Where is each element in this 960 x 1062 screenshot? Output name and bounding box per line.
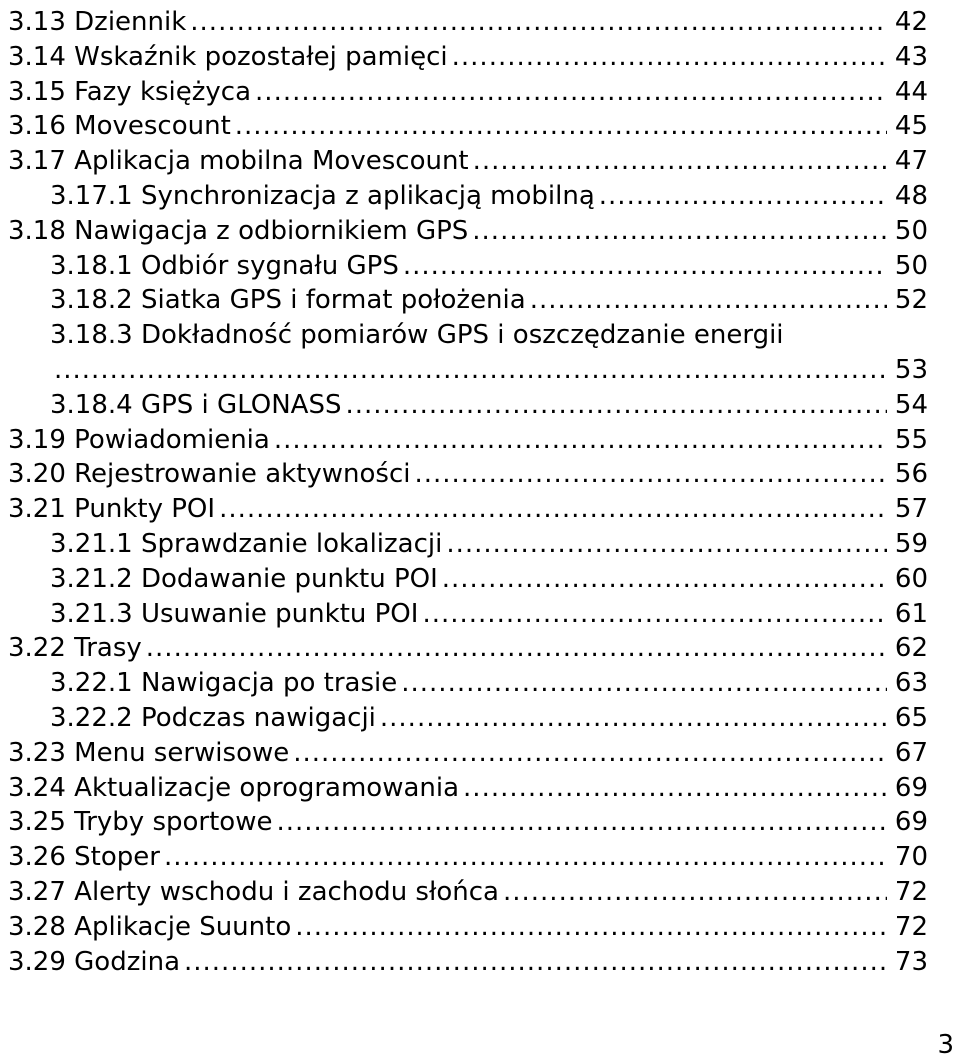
toc-entry-page-number: 50	[894, 215, 928, 246]
toc-dot-leader	[446, 526, 887, 562]
toc-entry-title: 3.25 Tryby sportowe	[8, 807, 273, 838]
toc-entry[interactable]	[8, 422, 928, 458]
toc-entry[interactable]	[50, 352, 928, 388]
toc-entry[interactable]	[8, 630, 928, 666]
toc-entry[interactable]	[50, 700, 928, 736]
toc-entry[interactable]	[8, 143, 928, 179]
toc-entry-title: 3.29 Godzina	[8, 946, 180, 977]
toc-dot-leader	[599, 178, 887, 214]
toc-entry-page-number: 60	[894, 563, 928, 594]
toc-dot-leader	[503, 874, 887, 910]
toc-entry-page-number: 57	[894, 494, 928, 525]
toc-entry[interactable]	[8, 804, 928, 840]
toc-dot-leader	[219, 491, 887, 527]
toc-entry[interactable]	[8, 74, 928, 110]
toc-entry-title: 3.27 Alerty wschodu i zachodu słońca	[8, 877, 499, 907]
toc-entry-page-number: 55	[894, 424, 928, 455]
toc-entry[interactable]	[8, 491, 928, 527]
toc-dot-leader	[184, 944, 887, 980]
toc-entry-title: 3.21.3 Usuwanie punktu POI	[50, 598, 419, 629]
toc-dot-leader	[293, 735, 887, 771]
toc-entry-page-number: 61	[894, 598, 928, 629]
toc-entry-page-number: 45	[894, 111, 928, 142]
toc-dot-leader	[442, 561, 887, 597]
toc-entry-title: 3.17.1 Synchronizacja z aplikacją mobilną	[50, 181, 595, 211]
toc-entry[interactable]	[50, 317, 928, 353]
toc-entry-title: 3.18 Nawigacja z odbiornikiem GPS	[8, 215, 469, 246]
toc-entry-title: 3.23 Menu serwisowe	[8, 737, 290, 768]
toc-entry[interactable]	[50, 282, 928, 318]
page-number: 3	[937, 1030, 954, 1060]
toc-entry-title: 3.13 Dziennik	[8, 7, 187, 37]
toc-entry-page-number: 53	[894, 355, 928, 385]
toc-entry-title: 3.15 Fazy księżyca	[8, 76, 252, 107]
toc-entry-title: 3.18.1 Odbiór sygnału GPS	[50, 250, 399, 281]
toc-dot-leader	[54, 352, 887, 388]
toc-dot-leader	[422, 596, 886, 632]
toc-entry-page-number: 48	[894, 181, 928, 211]
toc-entry-title: 3.21 Punkty POI	[8, 494, 216, 525]
toc-entry-title: 3.21.1 Sprawdzanie lokalizacji	[50, 529, 443, 559]
toc-entry-title: 3.22 Trasy	[8, 633, 142, 664]
toc-entry[interactable]	[8, 4, 928, 40]
toc-entry[interactable]	[8, 213, 928, 249]
toc-entry-title: 3.19 Powiadomienia	[8, 424, 270, 455]
toc-entry[interactable]	[50, 561, 928, 597]
toc-entry-title: 3.18.4 GPS i GLONASS	[50, 389, 342, 420]
toc-entry-title: 3.28 Aplikacje Suunto	[8, 911, 292, 942]
toc-entry-page-number: 72	[894, 877, 928, 907]
toc-entry-page-number: 63	[894, 668, 928, 699]
toc-entry-title: 3.18.3 Dokładność pomiarów GPS i oszczędzanie energii	[50, 320, 784, 351]
toc-entry-page-number: 52	[894, 285, 928, 316]
toc-dot-leader	[255, 74, 887, 110]
toc-dot-leader	[403, 248, 887, 284]
toc-entry-title: 3.18.2 Siatka GPS i format położenia	[50, 285, 526, 316]
toc-entry[interactable]	[50, 178, 928, 214]
toc-entry-page-number: 56	[894, 459, 928, 490]
toc-entry-page-number: 44	[894, 76, 928, 107]
toc-dot-leader	[164, 839, 887, 875]
toc-entry-title: 3.14 Wskaźnik pozostałej pamięci	[8, 41, 448, 72]
toc-dot-leader	[274, 422, 887, 458]
toc-entry[interactable]	[8, 108, 928, 144]
toc-entry-title: 3.20 Rejestrowanie aktywności	[8, 459, 411, 490]
toc-dot-leader	[146, 630, 887, 666]
toc-entry-page-number: 50	[894, 250, 928, 281]
toc-dot-leader	[414, 456, 886, 492]
toc-entry-title: 3.26 Stoper	[8, 842, 160, 873]
toc-dot-leader	[345, 387, 886, 423]
toc-entry[interactable]	[50, 526, 928, 562]
toc-entry-page-number: 69	[894, 807, 928, 838]
toc-entry-title: 3.21.2 Dodawanie punktu POI	[50, 563, 438, 594]
toc-entry-title: 3.22.1 Nawigacja po trasie	[50, 668, 398, 699]
toc-dot-leader	[472, 213, 887, 249]
toc-entry-page-number: 47	[894, 146, 928, 177]
toc-dot-leader	[235, 108, 887, 144]
toc-entry-page-number: 67	[894, 737, 928, 768]
toc-entry[interactable]	[8, 874, 928, 910]
toc-dot-leader	[380, 700, 887, 736]
toc-entry-page-number: 43	[894, 41, 928, 72]
toc-dot-leader	[190, 4, 887, 40]
toc-entry-page-number: 42	[894, 7, 928, 37]
toc-entry-page-number: 62	[894, 633, 928, 664]
toc-entry-page-number: 54	[894, 389, 928, 420]
toc-entry[interactable]	[8, 456, 928, 492]
toc-entry-page-number: 59	[894, 529, 928, 559]
toc-dot-leader	[463, 770, 887, 806]
toc-entry[interactable]	[8, 944, 928, 980]
toc-entry-page-number: 65	[894, 703, 928, 733]
toc-entry-title: 3.22.2 Podczas nawigacji	[50, 703, 376, 733]
toc-entry[interactable]	[8, 735, 928, 771]
toc-entry-page-number: 69	[894, 772, 928, 803]
toc-dot-leader	[530, 282, 887, 318]
toc-entry[interactable]	[50, 665, 928, 701]
toc-entry[interactable]	[8, 909, 928, 945]
toc-entry-page-number: 70	[894, 842, 928, 873]
toc-entry-page-number: 73	[894, 946, 928, 977]
toc-entry-page-number: 72	[894, 911, 928, 942]
toc-entry[interactable]	[8, 839, 928, 875]
toc-entry[interactable]	[8, 39, 928, 75]
toc-dot-leader	[276, 804, 886, 840]
toc-dot-leader	[452, 39, 887, 75]
toc-entry[interactable]	[50, 387, 928, 423]
toc-entry-title: 3.24 Aktualizacje oprogramowania	[8, 772, 460, 803]
toc-dot-leader	[295, 909, 887, 945]
toc-entry[interactable]	[50, 596, 928, 632]
toc-entry[interactable]	[8, 770, 928, 806]
toc-dot-leader	[473, 143, 887, 179]
toc-entry-title: 3.16 Movescount	[8, 111, 231, 142]
toc-entry[interactable]	[50, 248, 928, 284]
toc-entry-title: 3.17 Aplikacja mobilna Movescount	[8, 146, 469, 177]
toc-dot-leader	[401, 665, 887, 701]
